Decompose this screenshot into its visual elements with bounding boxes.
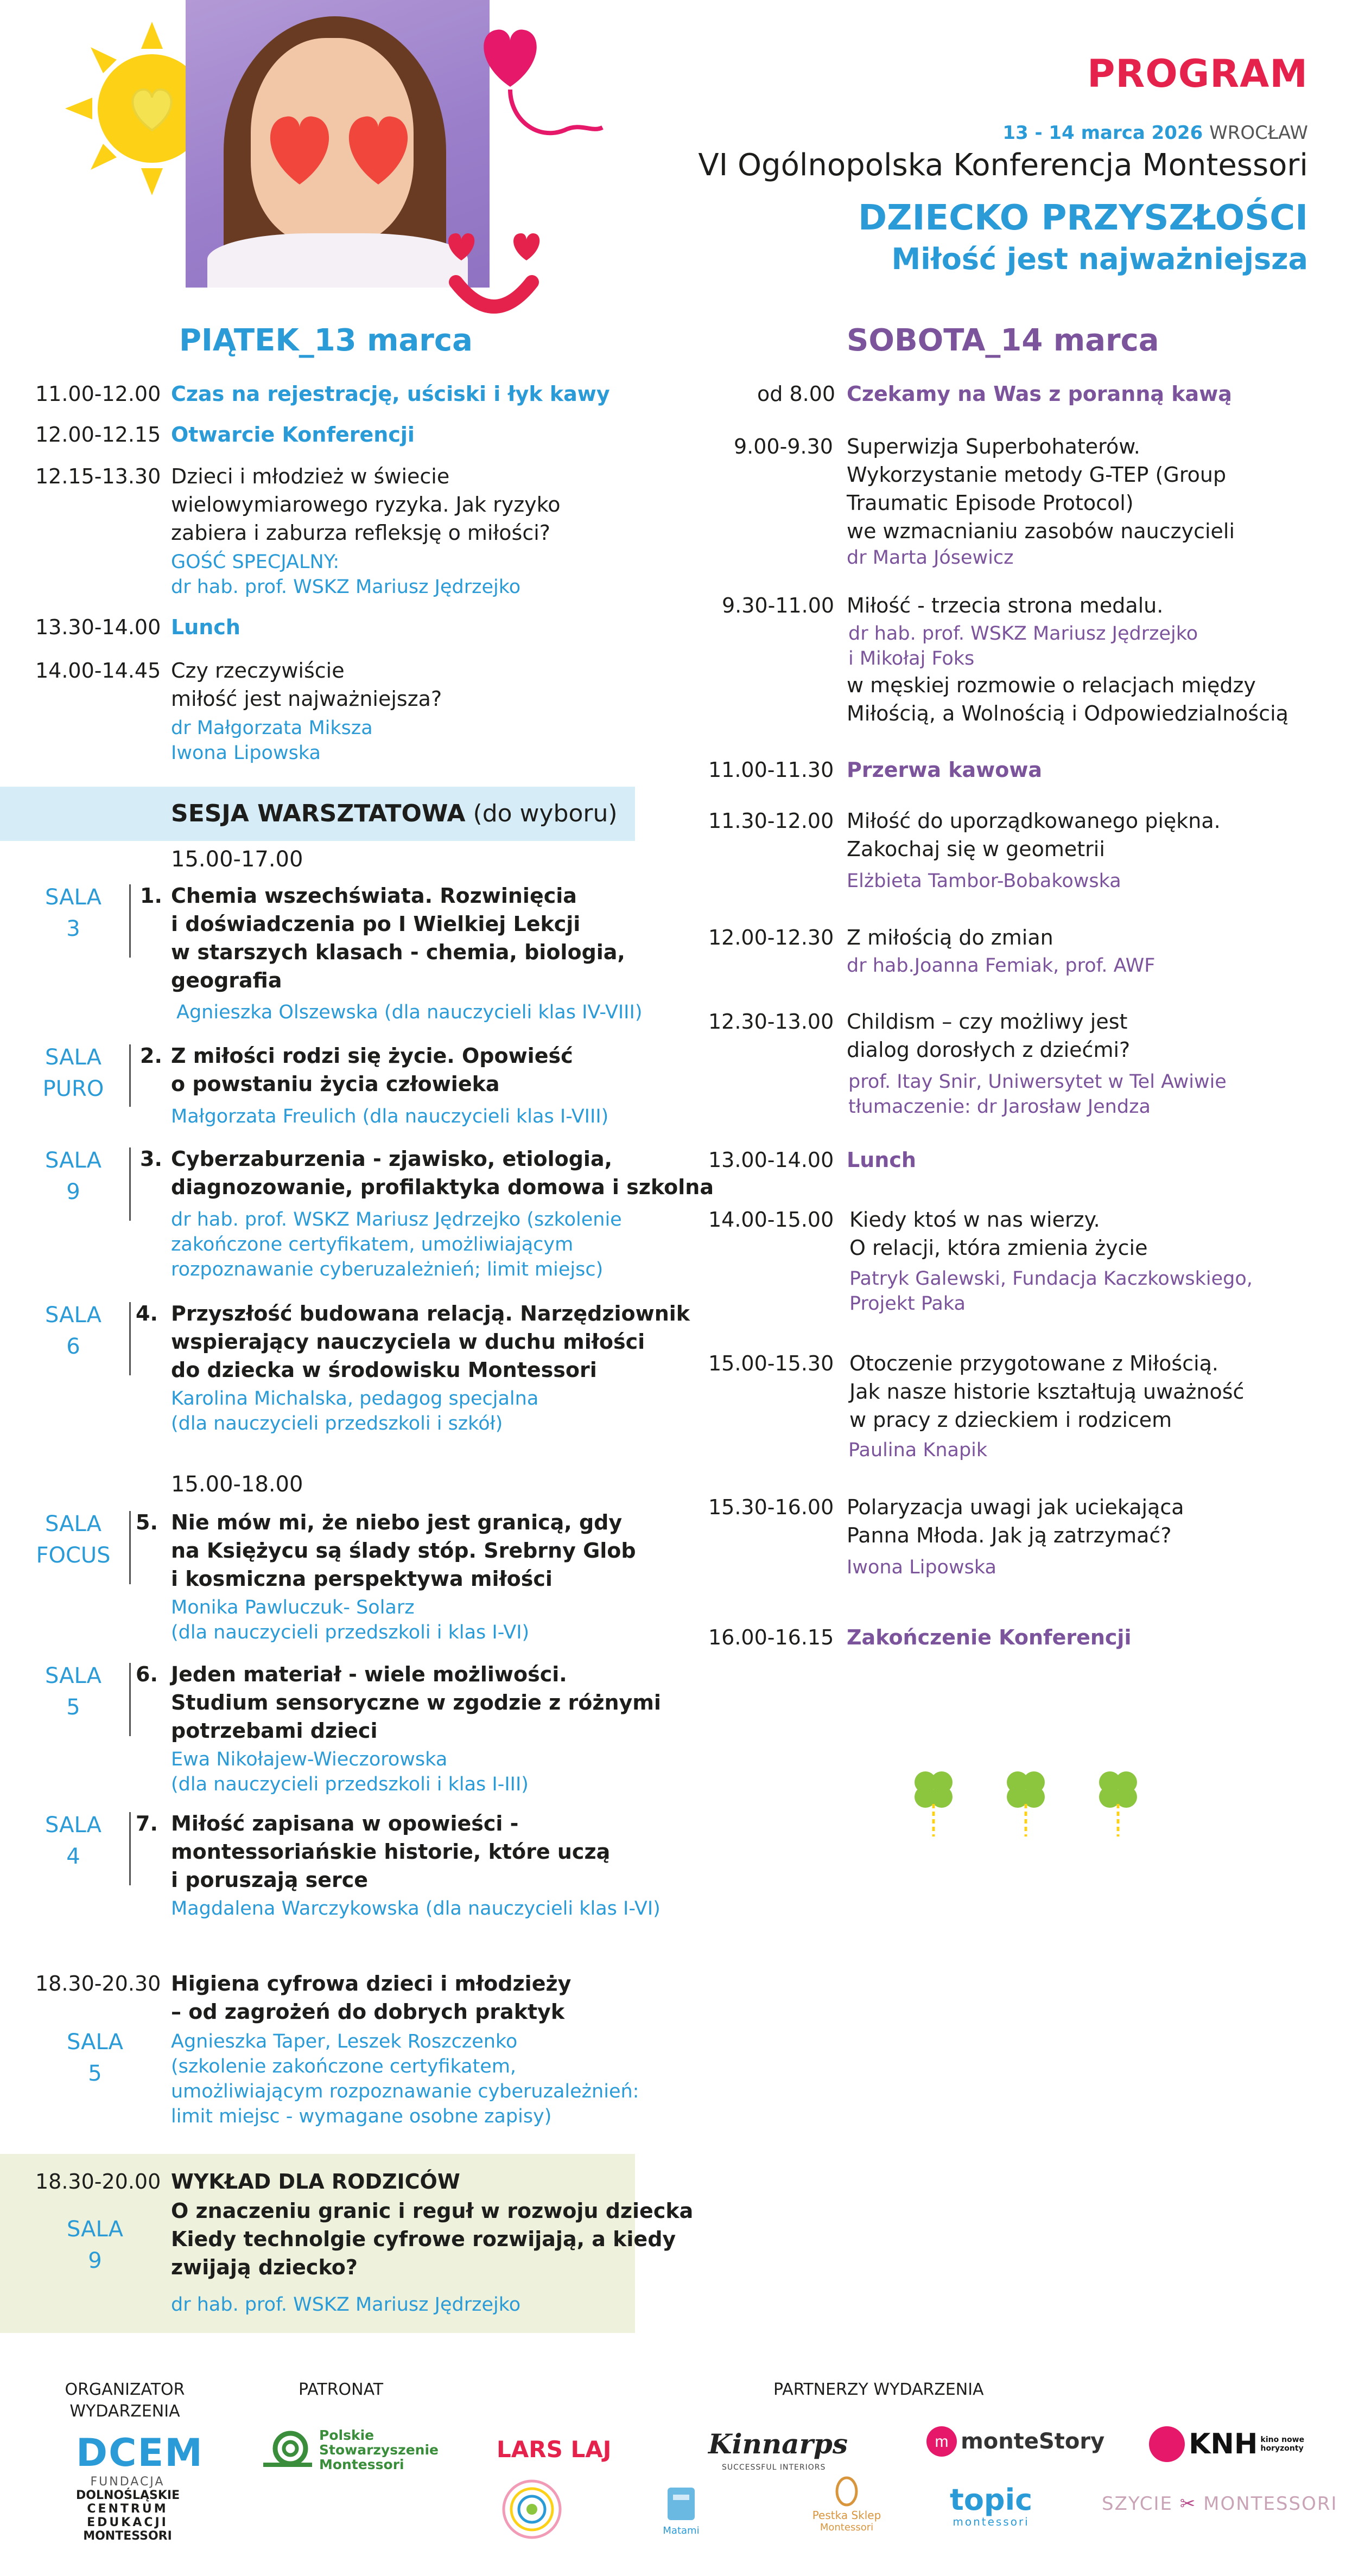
item-title: Otwarcie Konferencji [171,423,415,447]
speaker: Iwona Lipowska [171,742,321,764]
speaker: dr hab.Joanna Femiak, prof. AWF [847,955,1155,977]
time: 11.30-12.00 [708,809,834,833]
session-time: 15.00-18.00 [171,1472,303,1497]
time: 15.00-15.30 [708,1351,834,1375]
speaker: Monika Pawluczuk- Solarz [171,1597,415,1618]
room-label: SALA 3 [45,885,102,941]
time: 13.00-14.00 [708,1148,834,1172]
workshop-line: Studium sensoryczne w zgodzie z różnymi [171,1691,661,1714]
time: 18.30-20.00 [35,2170,161,2194]
item-line: Czy rzeczywiście [171,659,345,683]
speaker: zakończone certyfikatem, umożliwiającym [171,1234,574,1255]
session-time: 15.00-17.00 [171,847,303,872]
room-label: SALA 5 [45,1663,102,1720]
lars-laj-logo: LARS LAJ [497,2436,612,2463]
patronat-label: PATRONAT [299,2380,384,2399]
item-line: dialog dorosłych z dziećmi? [847,1038,1131,1062]
item-line: Dzieci i młodzież w świecie [171,464,450,488]
room-label: SALA 9 [45,1148,102,1204]
workshop-number: 6. [136,1662,158,1686]
workshop-line: Nie mów mi, że niebo jest granicą, gdy [171,1510,623,1534]
speaker: dr hab. prof. WSKZ Mariusz Jędrzejko [848,623,1198,645]
organizer-label: ORGANIZATOR WYDARZENIA [65,2380,185,2421]
workshop-number: 3. [140,1147,162,1171]
room-label: SALA PURO [42,1045,104,1101]
item-line: w pracy z dzieckiem i rodzicem [849,1408,1172,1432]
seed-icon [833,2474,860,2507]
workshop-line: Chemia wszechświata. Rozwinięcia [171,884,577,908]
circle-icon [1148,2425,1186,2463]
dcem-logo: DCEM FUNDACJA DOLNOŚLĄSKIE CENTRUM EDUKACJI MONTESSORI [76,2431,204,2543]
workshop-line: na Księżycu są ślady stóp. Srebrny Glob [171,1539,636,1563]
item-line: Otoczenie przygotowane z Miłością. [849,1351,1219,1375]
lecture-title: WYKŁAD DLA RODZICÓW [171,2170,460,2194]
workshop-number: 1. [140,884,162,908]
speaker: Agnieszka Taper, Leszek Roszczenko [171,2031,518,2052]
item-line: Zakochaj się w geometrii [847,837,1105,861]
speaker: i Mikołaj Foks [848,648,975,669]
item-line: we wzmacnianiu zasobów nauczycieli [847,519,1235,543]
kinnarps-tagline: SUCCESSFUL INTERIORS [722,2463,826,2472]
item-line: Wykorzystanie metody G-TEP (Group [847,463,1227,487]
item-line: – od zagrożeń do dobrych praktyk [171,2000,565,2024]
workshop-line: wspierający nauczyciela w duchu miłości [171,1330,645,1354]
workshop-line: i poruszają serce [171,1868,369,1892]
time: 15.30-16.00 [708,1495,834,1519]
heart-icon [467,16,608,143]
workshop-line: Przyszłość budowana relacją. Narzędziownik [171,1302,690,1325]
workshop-line: montessoriańskie historie, które uczą [171,1840,611,1864]
speaker: (dla nauczycieli przedszkoli i klas I-III) [171,1774,529,1795]
item-line: O relacji, która zmienia życie [849,1236,1148,1260]
speaker: Paulina Knapik [848,1439,988,1461]
workshop-line: Jeden materiał - wiele możliwości. [171,1662,567,1686]
time: od 8.00 [757,382,836,406]
item-line: zabiera i zaburza refleksję o miłości? [171,521,550,545]
time: 11.00-12.00 [35,382,161,406]
time: 14.00-14.45 [35,659,161,683]
item-line: Higiena cyfrowa dzieci i młodzieży [171,1972,572,1995]
speaker: Małgorzata Freulich (dla nauczycieli klas I-VIII) [171,1106,609,1127]
item-line: Traumatic Episode Protocol) [847,491,1134,515]
item-line: Superwizja Superbohaterów. [847,435,1140,458]
speaker: umożliwiającym rozpoznawanie cyberuzależnień: [171,2081,639,2102]
speaker: Ewa Nikołajew-Wieczorowska [171,1749,448,1770]
room-label: SALA 6 [45,1303,102,1359]
time: 16.00-16.15 [708,1625,834,1649]
workshop-line: do dziecka w środowisku Montessori [171,1358,597,1382]
speaker: Patryk Galewski, Fundacja Kaczkowskiego, [849,1268,1253,1290]
time: 14.00-15.00 [708,1208,834,1232]
speaker: dr hab. prof. WSKZ Mariusz Jędrzejko (szkolenie [171,1209,622,1230]
m-icon [925,2425,958,2458]
time: 12.00-12.30 [708,926,834,949]
workshop-line: i doświadczenia po I Wielkiej Lekcji [171,912,581,936]
workshop-line: potrzebami dzieci [171,1719,378,1743]
guest-label: GOŚĆ SPECJALNY: [171,551,340,573]
circle-logo-icon [499,2477,564,2544]
workshop-line: Cyberzaburzenia - zjawisko, etiologia, [171,1147,613,1171]
item-line: Miłością, a Wolnością i Odpowiedzialnością [847,702,1288,725]
montestory-logo: m monteStory [925,2425,1104,2458]
item-line: Childism – czy możliwy jest [847,1010,1128,1034]
speaker: Iwona Lipowska [847,1557,996,1578]
knh-logo: KNH kino nowe horyzonty [1148,2425,1304,2463]
item-line: Miłość - trzecia strona medalu. [847,594,1164,617]
speaker: dr Marta Jósewicz [847,547,1014,569]
item-line: wielowymiarowego ryzyka. Jak ryzyko [171,493,561,517]
workshop-number: 5. [136,1510,158,1534]
time: 9.30-11.00 [722,594,835,617]
item-line: O znaczeniu granic i reguł w rozwoju dziecka [171,2199,694,2223]
time: 9.00-9.30 [734,435,833,458]
item-title: Lunch [171,615,240,639]
scissors-icon: ✂ [1179,2493,1197,2515]
item-line: miłość jest najważniejsza? [171,687,442,711]
speaker: (szkolenie zakończone certyfikatem, [171,2056,517,2077]
partners-label: PARTNERZY WYDARZENIA [773,2380,984,2399]
time: 18.30-20.30 [35,1972,161,1995]
item-line: Kiedy ktoś w nas wierzy. [849,1208,1100,1232]
workshop-line: i kosmiczna perspektywa miłości [171,1567,553,1591]
speaker: Magdalena Warczykowska (dla nauczycieli klas I-VI) [171,1898,661,1920]
workshop-number: 7. [136,1812,158,1835]
speaker: Projekt Paka [849,1293,966,1315]
heart-glasses-icon [262,109,419,190]
time: 12.15-13.30 [35,464,161,488]
speaker: dr Małgorzata Miksza [171,717,373,739]
room-label: SALA 5 [66,2030,124,2086]
item-title: Przerwa kawowa [847,758,1043,782]
pestka-logo: Pestka Sklep Montessori [809,2474,885,2533]
speaker: Karolina Michalska, pedagog specjalna [171,1388,539,1410]
speaker: tłumaczenie: dr Jarosław Jendza [848,1096,1151,1118]
kinnarps-logo: Kinnarps [708,2428,848,2460]
matami-logo: Matami [662,2485,700,2536]
speaker: limit miejsc - wymagane osobne zapisy) [171,2106,552,2127]
item-line: Kiedy technolgie cyfrowe rozwijają, a kiedy [171,2227,676,2251]
item-line: zwijają dziecko? [171,2255,358,2279]
workshop-line: geografia [171,968,282,992]
room-label: SALA 9 [66,2217,124,2273]
speaker: Agnieszka Olszewska (dla nauczycieli klas IV-VIII) [176,1002,643,1023]
conference-title: VI Ogólnopolska Konferencja Montessori [698,148,1308,183]
workshop-line: w starszych klasach - chemia, biologia, [171,940,625,964]
item-line: Polaryzacja uwagi jak uciekająca [847,1495,1184,1519]
workshop-line: o powstaniu życia człowieka [171,1072,500,1096]
clover-icon [906,1763,961,1839]
workshop-line: diagnozowanie, profilaktyka domowa i szkolna [171,1175,714,1199]
item-line: Jak nasze historie kształtują uważność [849,1380,1245,1404]
topic-logo: topic montessori [950,2483,1033,2528]
item-line: Z miłością do zmian [847,926,1053,949]
smile-hearts-icon [440,228,559,328]
speaker: (dla nauczycieli przedszkoli i klas I-VI) [171,1622,530,1643]
item-line: Miłość do uporządkowanego piękna. [847,809,1221,833]
workshop-number: 4. [136,1302,158,1325]
item-line: Panna Młoda. Jak ją zatrzymać? [847,1523,1172,1547]
speaker: (dla nauczycieli przedszkoli i szkół) [171,1413,503,1434]
item-line: w męskiej rozmowie o relacjach między [847,673,1256,697]
conference-date: 13 - 14 marca 2026 WROCŁAW [1002,122,1308,144]
item-title: Zakończenie Konferencji [847,1625,1132,1649]
speaker: prof. Itay Snir, Uniwersytet w Tel Awiwie [848,1071,1227,1093]
clover-icon [999,1763,1053,1839]
psm-logo: Polskie Stowarzyszenie Montessori [261,2428,439,2472]
speaker: rozpoznawanie cyberuzależnień; limit miejsc) [171,1259,604,1280]
szycie-logo: SZYCIE ✂ MONTESSORI [1102,2493,1338,2515]
conference-name: DZIECKO PRZYSZŁOŚCI [858,198,1308,238]
item-title: Czas na rejestrację, uściski i łyk kawy [171,382,610,406]
time: 12.00-12.15 [35,423,161,447]
speaker: dr hab. prof. WSKZ Mariusz Jędrzejko [171,2294,521,2316]
workshop-line: Miłość zapisana w opowieści - [171,1812,519,1835]
friday-title: PIĄTEK_13 marca [179,323,473,358]
time: 11.00-11.30 [708,758,834,782]
session-title: SESJA WARSZTATOWA (do wyboru) [171,800,618,827]
time: 13.30-14.00 [35,615,161,639]
time: 12.30-13.00 [708,1010,834,1034]
workshop-number: 2. [140,1044,162,1068]
speaker: Elżbieta Tambor-Bobakowska [847,870,1121,892]
item-title: Lunch [847,1148,916,1172]
clover-icon [1091,1763,1145,1839]
room-label: SALA 4 [45,1813,102,1869]
room-label: SALA FOCUS [36,1512,111,1568]
svg-text:m: m [935,2433,949,2451]
snail-icon [261,2428,315,2471]
saturday-title: SOBOTA_14 marca [847,323,1159,358]
program-title: PROGRAM [1087,52,1308,96]
workshop-line: Z miłości rodzi się życie. Opowieść [171,1044,573,1068]
conference-subtitle: Miłość jest najważniejsza [891,242,1308,276]
speaker: dr hab. prof. WSKZ Mariusz Jędrzejko [171,576,521,598]
item-title: Czekamy na Was z poranną kawą [847,382,1232,406]
